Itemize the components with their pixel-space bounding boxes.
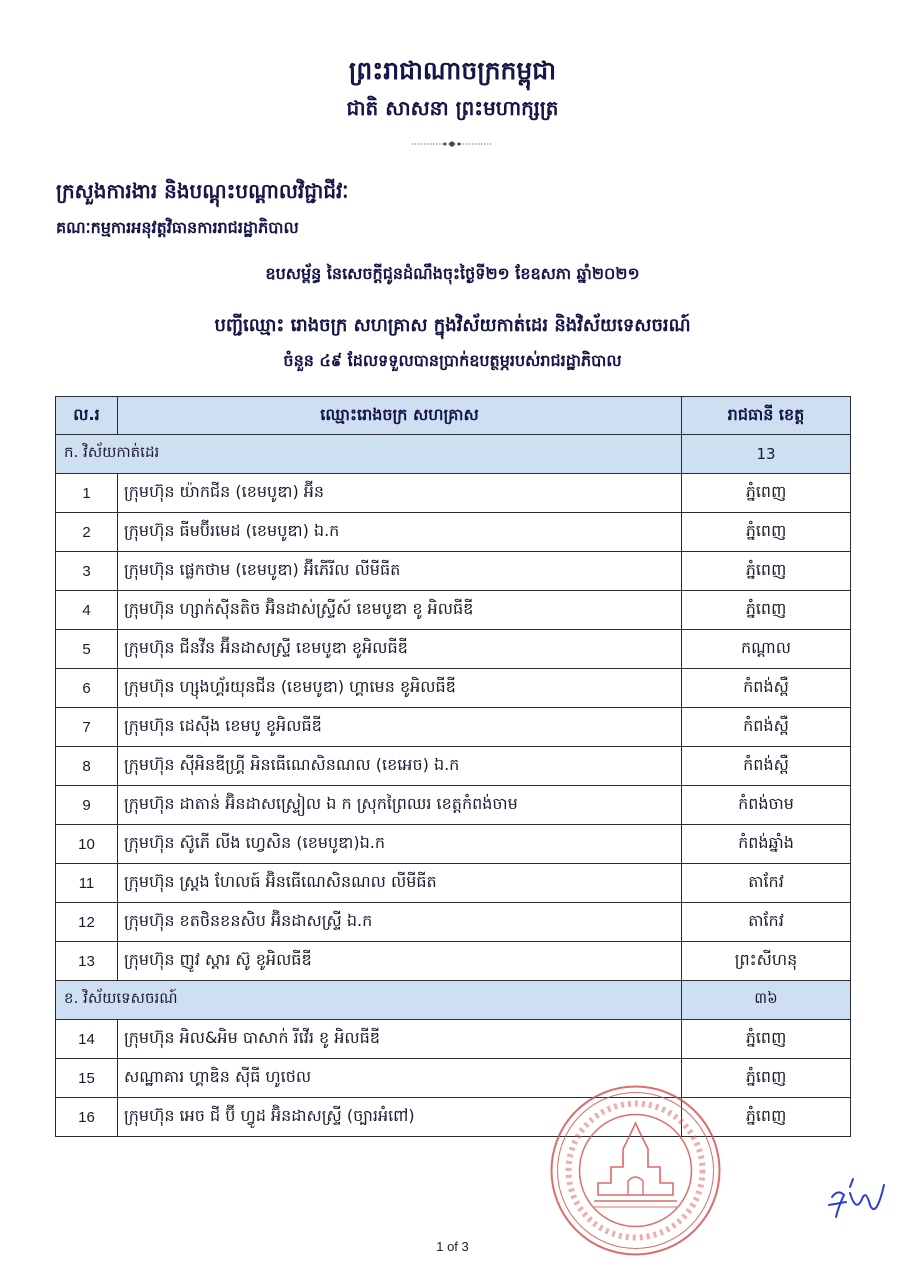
row-number: 13 xyxy=(56,942,118,981)
signature-initials xyxy=(826,1175,892,1227)
province-name: តាកែវ xyxy=(682,903,851,942)
table-row xyxy=(56,1098,851,1137)
category-count: ៣៦ xyxy=(682,981,851,1020)
row-number: 9 xyxy=(56,786,118,825)
table-header-row xyxy=(56,397,851,435)
category-label: ក. វិស័យកាត់ដេរ xyxy=(56,435,682,474)
province-name: កំពង់ចាម xyxy=(682,786,851,825)
province-name: ភ្នំពេញ xyxy=(682,1098,851,1137)
enterprise-name: ក្រុមហ៊ុន អិល&អិម បាសាក់ រីវើរ ខូ អិលធីឌី xyxy=(118,1020,682,1059)
province-name: ភ្នំពេញ xyxy=(682,1020,851,1059)
page-number: 1 of 3 xyxy=(436,1239,469,1254)
table-row xyxy=(56,864,851,903)
table-row xyxy=(56,708,851,747)
enterprise-table xyxy=(55,396,851,1137)
table-row xyxy=(56,669,851,708)
province-name: ភ្នំពេញ xyxy=(682,591,851,630)
enterprise-name: ក្រុមហ៊ុន ហ្សាក់ស៊ីនតិច អ៊ិនដាស់ស្ទ្រីស៍ ខេមបូឌា ខូ អិលធីឌី xyxy=(118,591,682,630)
list-title-line2: ចំនួន ៤៩ ដែលទទួលបានប្រាក់ឧបត្ថម្ភរបស់រាជរដ្ឋាភិបាល xyxy=(283,351,622,370)
official-seal xyxy=(548,1083,723,1258)
table-row xyxy=(56,1020,851,1059)
table-row xyxy=(56,1059,851,1098)
province-name: កណ្តាល xyxy=(682,630,851,669)
annex-title: ឧបសម្ព័ន្ធ នៃសេចក្តីជូនដំណឹងចុះថ្ងៃទី២១ ខែឧសភា ឆ្នាំ២០២១ xyxy=(265,264,640,283)
enterprise-name: ក្រុមហ៊ុន ញូវ ស្តារ ស៊ូ ខូអិលធីឌី xyxy=(118,942,682,981)
province-name: កំពង់ឆ្នាំង xyxy=(682,825,851,864)
table-row xyxy=(56,591,851,630)
header-province: រាជធានី ខេត្ត xyxy=(682,397,851,435)
province-name: ភ្នំពេញ xyxy=(682,474,851,513)
enterprise-name: ក្រុមហ៊ុន ធីមប៊ីរមេដ (ខេមបូឌា) ឯ.ក xyxy=(118,513,682,552)
category-label: ខ. វិស័យទេសចរណ៍ xyxy=(56,981,682,1020)
table-row xyxy=(56,786,851,825)
enterprise-name: ក្រុមហ៊ុន ខតថិនខនសិប អ៊ិនដាសស្ទ្រី ឯ.ក xyxy=(118,903,682,942)
ministry-name: ក្រសួងការងារ និងបណ្តុះបណ្តាលវិជ្ជាជីវៈ xyxy=(56,179,349,203)
enterprise-name: ក្រុមហ៊ុន ស៊ីអិនឌីហ្គ្រី អិនធើណេសិនណល (ខេអេច) ឯ.ក xyxy=(118,747,682,786)
table-row xyxy=(56,630,851,669)
list-title-line1: បញ្ជីឈ្មោះ រោងចក្រ សហគ្រាស ក្នុងវិស័យកាត់ដេរ និងវិស័យទេសចរណ៍ xyxy=(214,315,691,336)
row-number: 3 xyxy=(56,552,118,591)
enterprise-name: ក្រុមហ៊ុន ផ្លេកថាម (ខេមបូឌា) អ៊ីភើរីល លីមីធីត xyxy=(118,552,682,591)
row-number: 7 xyxy=(56,708,118,747)
province-name: កំពង់ស្ពឺ xyxy=(682,747,851,786)
row-number: 6 xyxy=(56,669,118,708)
category-row-garment xyxy=(56,435,851,474)
committee-name: គណៈកម្មការអនុវត្តវិធានការរាជរដ្ឋាភិបាល xyxy=(56,218,299,237)
row-number: 5 xyxy=(56,630,118,669)
row-number: 12 xyxy=(56,903,118,942)
enterprise-name: សណ្ឋាគារ ហ្គាឌិន ស៊ីធី ហូថេល xyxy=(118,1059,682,1098)
enterprise-name: ក្រុមហ៊ុន អេច ជី ប៊ី ហ្វូដ អ៊ិនដាសស្ទ្រី (ច្បារអំពៅ) xyxy=(118,1098,682,1137)
province-name: កំពង់ស្ពឺ xyxy=(682,708,851,747)
table-row xyxy=(56,552,851,591)
row-number: 14 xyxy=(56,1020,118,1059)
province-name: ភ្នំពេញ xyxy=(682,513,851,552)
province-name: ព្រះសីហនុ xyxy=(682,942,851,981)
header-no: ល.រ xyxy=(56,397,118,435)
row-number: 16 xyxy=(56,1098,118,1137)
province-name: កំពង់ស្ពឺ xyxy=(682,669,851,708)
table-row xyxy=(56,513,851,552)
enterprise-name: ក្រុមហ៊ុន ជីនវីន អ៊ីនដាសស្ទ្រី ខេមបូឌា ខូអិលធីឌី xyxy=(118,630,682,669)
enterprise-name: ក្រុមហ៊ុន ហ្សុងហ្គ័រយុនជីន (ខេមបូឌា) ហ្គាមេន ខូអិលធីឌី xyxy=(118,669,682,708)
province-name: ភ្នំពេញ xyxy=(682,1059,851,1098)
table-row xyxy=(56,903,851,942)
enterprise-name: ក្រុមហ៊ុន ស្ត្រង ហែលធ៍ អ៊ិនធើណេសិនណល លីមីធីត xyxy=(118,864,682,903)
enterprise-name: ក្រុមហ៊ុន ដាតាន់ អ៊ិនដាសស្ទ្រៀល ឯ ក ស្រុកព្រៃឈរ ខេត្តកំពង់ចាម xyxy=(118,786,682,825)
row-number: 2 xyxy=(56,513,118,552)
table-row xyxy=(56,747,851,786)
enterprise-name: ក្រុមហ៊ុន ស៊ូភើ លីង ហ្វេសិន (ខេមបូឌា)ឯ.ក xyxy=(118,825,682,864)
enterprise-name: ក្រុមហ៊ុន យ៉ាកជីន (ខេមបូឌា) អ៊ីន xyxy=(118,474,682,513)
row-number: 1 xyxy=(56,474,118,513)
category-row-tourism xyxy=(56,981,851,1020)
table-row xyxy=(56,942,851,981)
province-name: ភ្នំពេញ xyxy=(682,552,851,591)
ornament-divider xyxy=(412,140,492,148)
header-name: ឈ្មោះរោងចក្រ សហគ្រាស xyxy=(118,397,682,435)
row-number: 8 xyxy=(56,747,118,786)
row-number: 4 xyxy=(56,591,118,630)
row-number: 10 xyxy=(56,825,118,864)
row-number: 11 xyxy=(56,864,118,903)
province-name: តាកែវ xyxy=(682,864,851,903)
kingdom-heading: ព្រះរាជាណាចក្រកម្ពុជា xyxy=(348,56,557,85)
row-number: 15 xyxy=(56,1059,118,1098)
table-row xyxy=(56,474,851,513)
table-row xyxy=(56,825,851,864)
enterprise-name: ក្រុមហ៊ុន ដេស៊ីង ខេមបូ ខូអិលធីឌី xyxy=(118,708,682,747)
national-motto: ជាតិ សាសនា ព្រះមហាក្សត្រ xyxy=(346,96,559,120)
category-count: 13 xyxy=(682,435,851,474)
